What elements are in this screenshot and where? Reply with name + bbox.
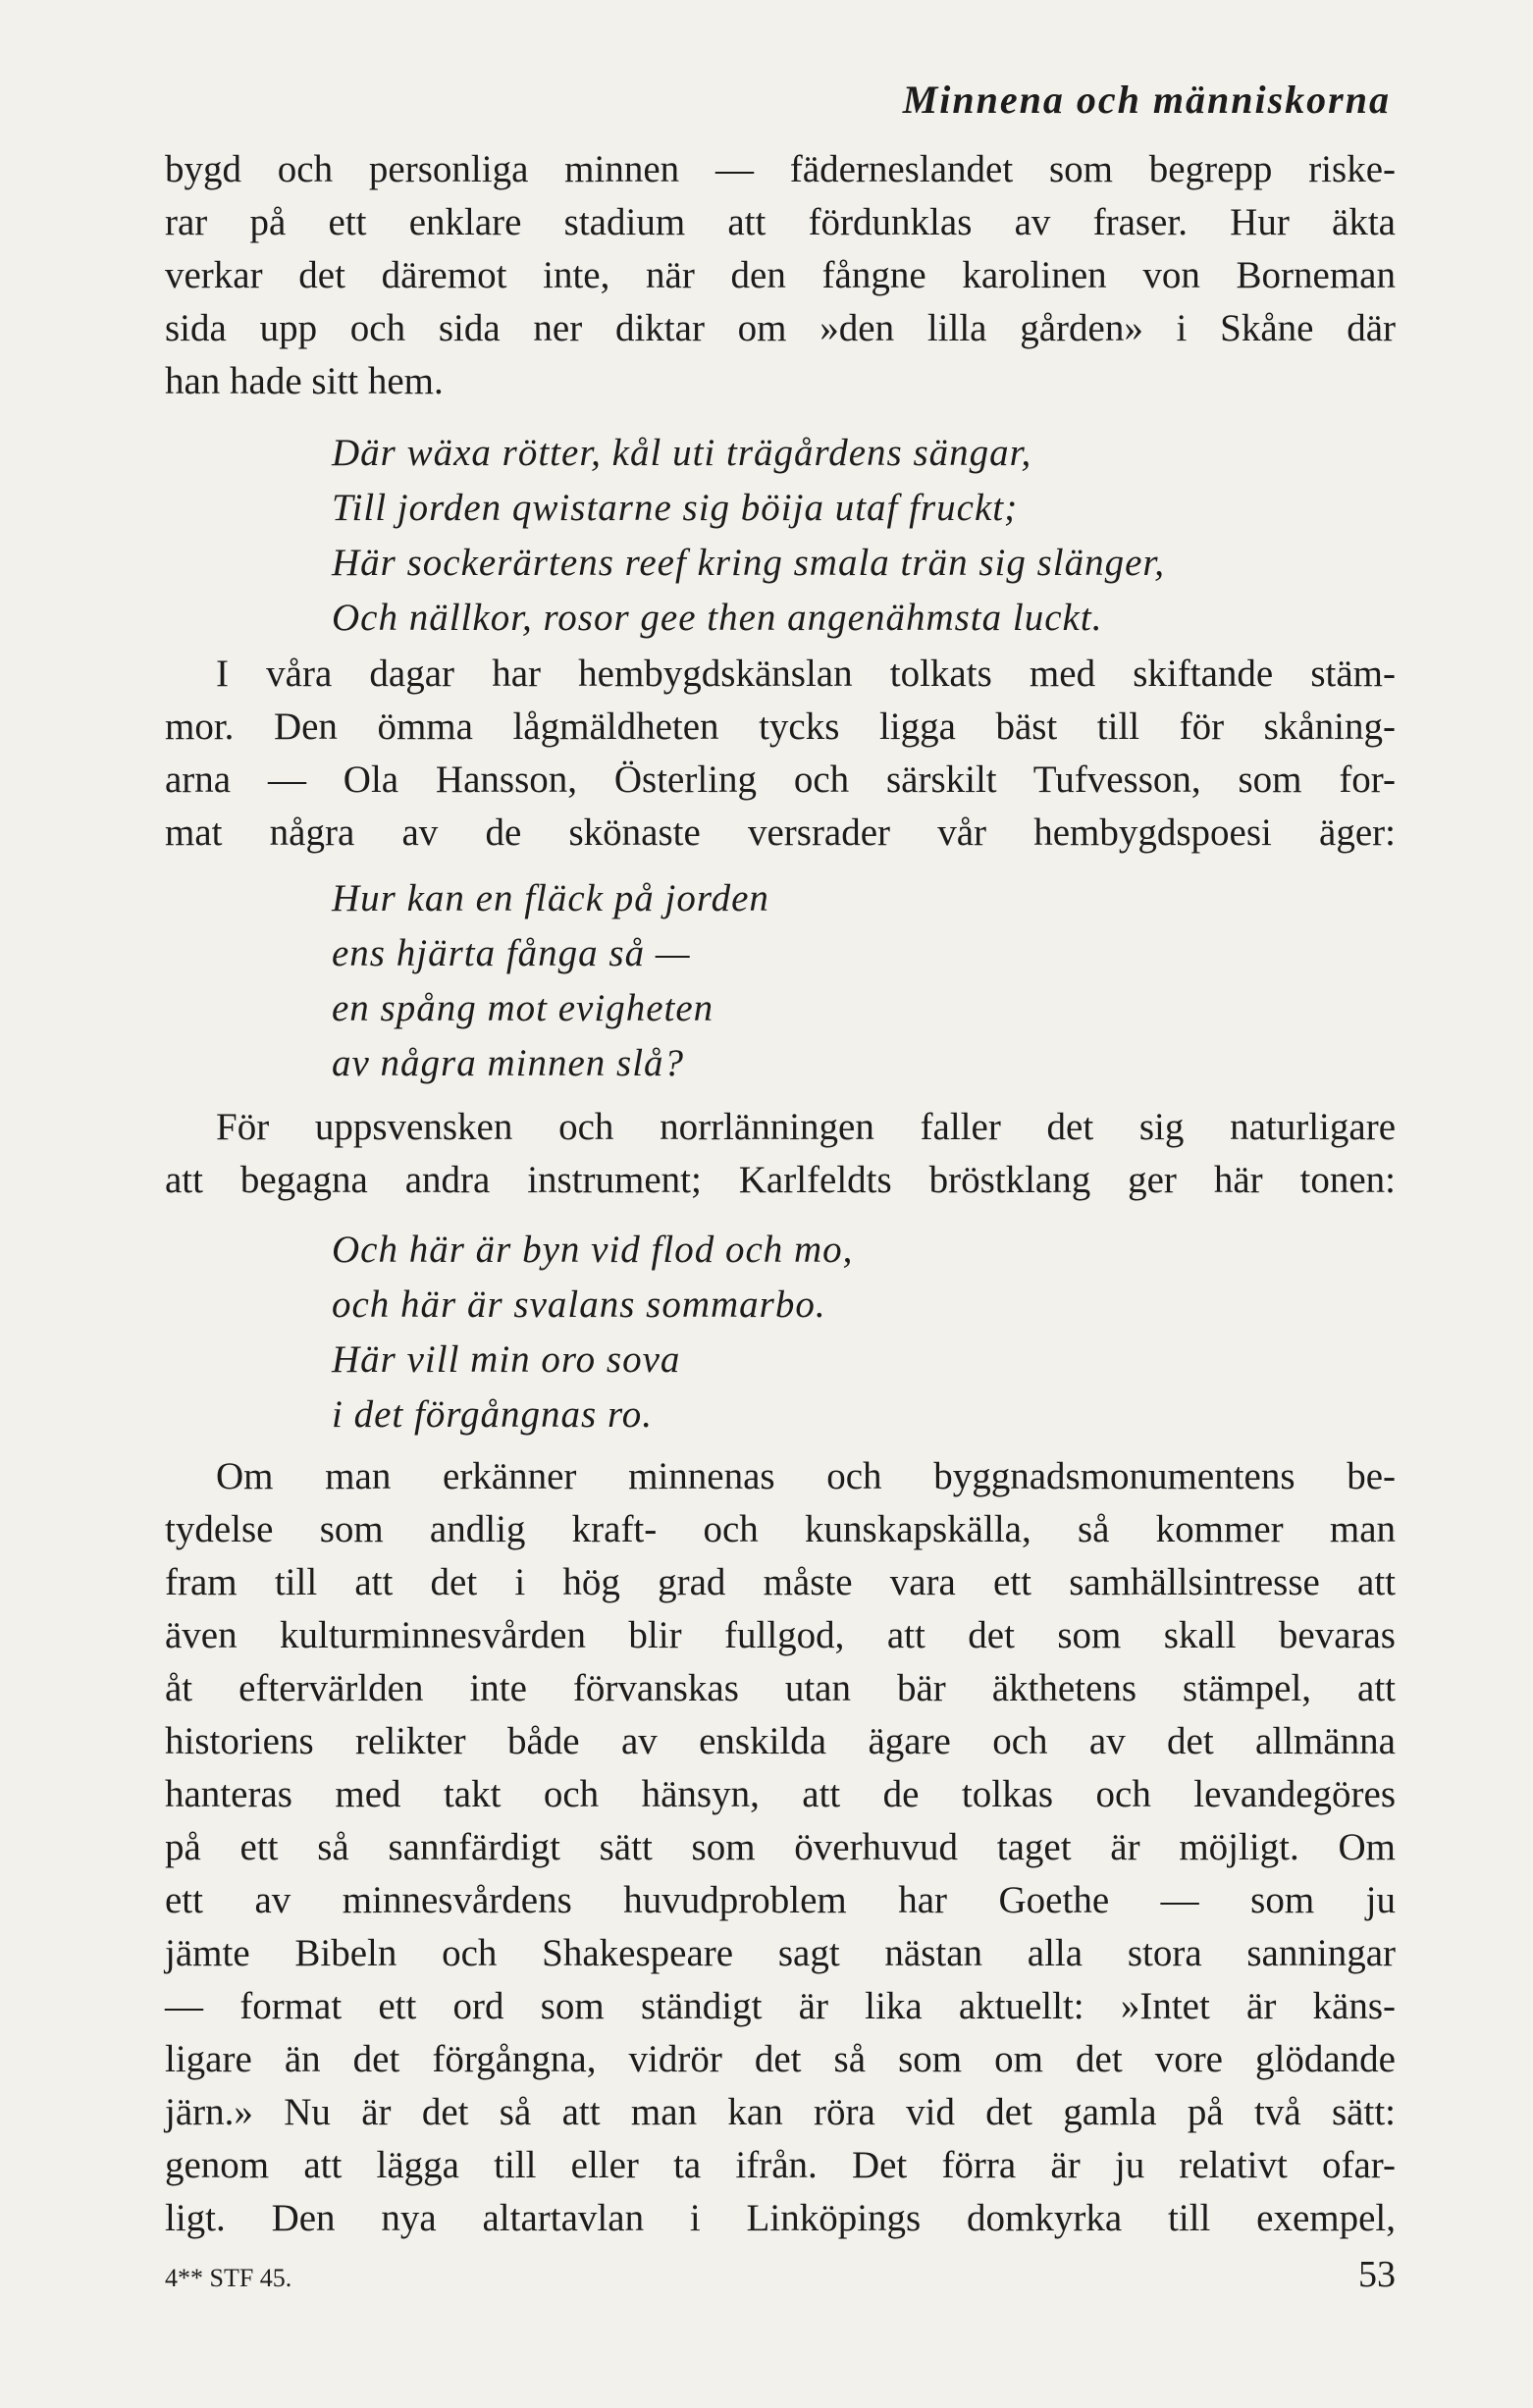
paragraph-line: järn.» Nu är det så att man kan röra vid det gamla på två sätt: — [165, 2091, 1396, 2133]
paragraph-line: även kulturminnesvården blir fullgod, att det som skall bevaras — [165, 1614, 1396, 1656]
paragraph-1 — [165, 143, 1396, 408]
verse-line: Där wäxa rötter, kål uti trägårdens sängar, — [332, 432, 1032, 474]
verse-line: Till jorden qwistarne sig böija utaf fruckt; — [332, 487, 1019, 529]
paragraph-line: ligt. Den nya altartavlan i Linköpings domkyrka till exempel, — [165, 2197, 1396, 2239]
paragraph-line: jämte Bibeln och Shakespeare sagt nästan alla stora sanningar — [165, 1932, 1396, 1974]
paragraph-line: sida upp och sida ner diktar om »den lilla gården» i Skåne där — [165, 307, 1396, 349]
running-header: Minnena och människorna — [902, 78, 1391, 122]
verse-line: Och här är byn vid flod och mo, — [332, 1229, 854, 1271]
paragraph-line: För uppsvensken och norrlänningen faller det sig naturligare — [216, 1106, 1396, 1148]
verse-3 — [332, 1223, 853, 1442]
verse-line: i det förgångnas ro. — [332, 1393, 653, 1436]
paragraph-line: ett av minnesvårdens huvudproblem har Goethe — som ju — [165, 1879, 1396, 1921]
paragraph-line: åt eftervärlden inte förvanskas utan bär äkthetens stämpel, att — [165, 1667, 1396, 1709]
verse-2 — [332, 871, 769, 1091]
paragraph-line: mat några av de skönaste versrader vår hembygdspoesi äger: — [165, 811, 1396, 854]
paragraph-line: ligare än det förgångna, vidrör det så som om det vore glödande — [165, 2038, 1396, 2080]
page-number: 53 — [1358, 2254, 1396, 2295]
paragraph-line: att begagna andra instrument; Karlfeldts bröstklang ger här tonen: — [165, 1159, 1396, 1201]
verse-line: ens hjärta fånga så — — [332, 932, 691, 974]
paragraph-line: historiens relikter både av enskilda ägare och av det allmänna — [165, 1720, 1396, 1762]
paragraph-line: tydelse som andlig kraft- och kunskapskälla, så kommer man — [165, 1508, 1396, 1550]
paragraph-line: genom att lägga till eller ta ifrån. Det förra är ju relativt ofar- — [165, 2144, 1396, 2186]
verse-line: Här sockerärtens reef kring smala trän sig slänger, — [332, 542, 1166, 584]
paragraph-2 — [165, 648, 1396, 860]
verse-1 — [332, 426, 1165, 646]
paragraph-line: arna — Ola Hansson, Österling och särskilt Tufvesson, som for- — [165, 759, 1396, 801]
paragraph-line: I våra dagar har hembygdskänslan tolkats med skiftande stäm- — [216, 653, 1396, 695]
signature-mark: 4** STF 45. — [165, 2264, 292, 2292]
paragraph-line: rar på ett enklare stadium att fördunklas av fraser. Hur äkta — [165, 201, 1396, 243]
paragraph-line: mor. Den ömma lågmäldheten tycks ligga bäst till för skåning- — [165, 706, 1396, 748]
verse-line: en spång mot evigheten — [332, 987, 714, 1029]
paragraph-line: bygd och personliga minnen — fäderneslandet som begrepp riske- — [165, 148, 1396, 190]
paragraph-line: verkar det däremot inte, när den fångne karolinen von Borneman — [165, 254, 1396, 296]
verse-line: Och nällkor, rosor gee then angenähmsta luckt. — [332, 597, 1103, 639]
paragraph-4 — [165, 1450, 1396, 2245]
verse-line: och här är svalans sommarbo. — [332, 1283, 826, 1326]
verse-line: Hur kan en fläck på jorden — [332, 877, 769, 919]
paragraph-line: på ett så sannfärdigt sätt som överhuvud taget är möjligt. Om — [165, 1826, 1396, 1868]
paragraph-line: Om man erkänner minnenas och byggnadsmonumentens be- — [216, 1455, 1396, 1497]
verse-line: Här vill min oro sova — [332, 1338, 681, 1381]
paragraph-line: han hade sitt hem. — [165, 360, 444, 402]
paragraph-line: hanteras med takt och hänsyn, att de tolkas och levandegöres — [165, 1773, 1396, 1815]
paragraph-3 — [165, 1101, 1396, 1207]
paragraph-line: fram till att det i hög grad måste vara ett samhällsintresse att — [165, 1561, 1396, 1603]
paragraph-line: — format ett ord som ständigt är lika aktuellt: »Intet är käns- — [165, 1985, 1396, 2027]
verse-line: av några minnen slå? — [332, 1042, 685, 1084]
